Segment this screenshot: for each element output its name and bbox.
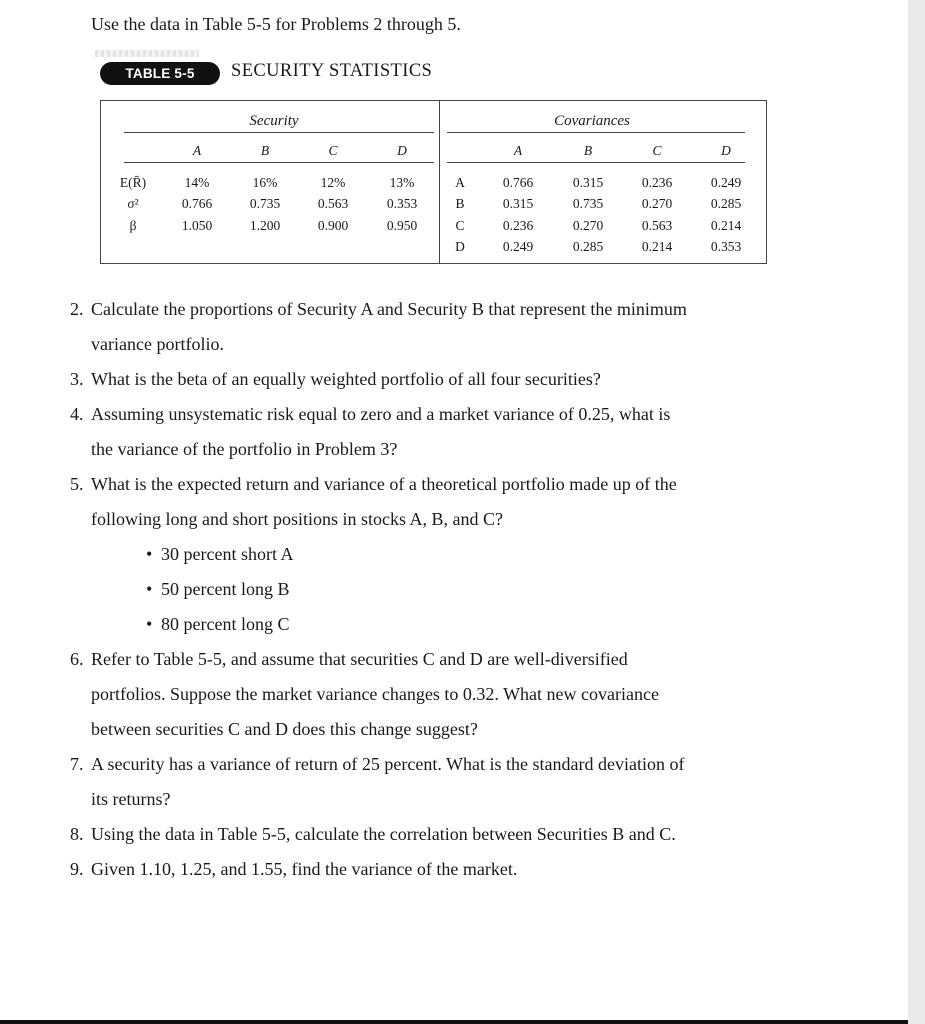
stat-value: 0.950 bbox=[386, 218, 418, 233]
covariance-value: 0.214 bbox=[710, 218, 742, 233]
stat-value: 13% bbox=[389, 175, 415, 190]
problem-item bbox=[70, 362, 790, 397]
problem-text-line: What is the beta of an equally weighted portfolio of all four securities? bbox=[91, 369, 601, 389]
problem-text-line: portfolios. Suppose the market variance changes to 0.32. What new covariance bbox=[91, 684, 659, 704]
table-vertical-divider bbox=[439, 101, 440, 264]
stat-value: 14% bbox=[184, 175, 210, 190]
problem-number: 4. bbox=[70, 404, 84, 424]
problem-text-line: Using the data in Table 5-5, calculate the correlation between Securities B and C. bbox=[91, 824, 676, 844]
stat-value: 1.050 bbox=[181, 218, 213, 233]
stat-row-label: β bbox=[129, 218, 137, 233]
covariance-value: 0.735 bbox=[572, 196, 604, 211]
problem-number: 2. bbox=[70, 299, 84, 319]
covariance-column-header: D bbox=[721, 143, 731, 158]
problem-text-line: variance portfolio. bbox=[91, 334, 224, 354]
covariance-column-header: B bbox=[583, 143, 593, 158]
covariance-column-header: A bbox=[513, 143, 523, 158]
problem-number: 9. bbox=[70, 859, 84, 879]
stat-value: 12% bbox=[320, 175, 346, 190]
problem-item bbox=[70, 817, 790, 852]
problem-list bbox=[70, 292, 790, 887]
right-page-margin bbox=[908, 0, 925, 1024]
stat-value: 0.735 bbox=[249, 196, 281, 211]
covariance-value: 0.353 bbox=[710, 239, 742, 254]
stat-value: 16% bbox=[252, 175, 278, 190]
security-column-header: D bbox=[397, 143, 407, 158]
covariance-group-header: Covariances bbox=[554, 113, 630, 129]
stat-value: 0.766 bbox=[181, 196, 213, 211]
problem-text-line: the variance of the portfolio in Problem 3? bbox=[91, 439, 398, 459]
covariance-value: 0.236 bbox=[641, 175, 673, 190]
position-text: 30 percent short A bbox=[161, 544, 294, 564]
problem-text-line: What is the expected return and variance of a theoretical portfolio made up of the bbox=[91, 474, 677, 494]
covariance-value: 0.285 bbox=[572, 239, 604, 254]
covariance-column-header: C bbox=[652, 143, 662, 158]
position-item bbox=[146, 607, 790, 642]
problem-item bbox=[70, 467, 790, 642]
position-item bbox=[146, 572, 790, 607]
security-header-rule bbox=[124, 132, 434, 133]
covariance-value: 0.270 bbox=[572, 218, 604, 233]
position-list bbox=[91, 537, 790, 642]
covariance-header-rule bbox=[447, 132, 745, 133]
problem-item bbox=[70, 397, 790, 467]
table-title: SECURITY STATISTICS bbox=[231, 61, 433, 81]
problem-text-line: Calculate the proportions of Security A and Security B that represent the minimum bbox=[91, 299, 687, 319]
security-group-header: Security bbox=[249, 113, 299, 129]
bottom-edge-bar bbox=[0, 1020, 908, 1024]
problem-text-line: Refer to Table 5-5, and assume that securities C and D are well-diversified bbox=[91, 649, 628, 669]
problem-text-line: between securities C and D does this change suggest? bbox=[91, 719, 478, 739]
problem-item bbox=[70, 852, 790, 887]
problem-item bbox=[70, 642, 790, 747]
problem-number: 8. bbox=[70, 824, 84, 844]
security-column-header: B bbox=[260, 143, 270, 158]
covariance-value: 0.270 bbox=[641, 196, 673, 211]
covariance-value: 0.249 bbox=[710, 175, 742, 190]
covariance-row-label: B bbox=[455, 196, 465, 211]
covariance-value: 0.249 bbox=[502, 239, 534, 254]
position-item bbox=[146, 537, 790, 572]
bullet-dot-icon: • bbox=[146, 614, 153, 634]
covariance-value: 0.285 bbox=[710, 196, 742, 211]
problem-text-line: following long and short positions in stocks A, B, and C? bbox=[91, 509, 503, 529]
stat-value: 0.900 bbox=[317, 218, 349, 233]
stat-row-label: σ² bbox=[127, 196, 139, 211]
covariance-value: 0.315 bbox=[572, 175, 604, 190]
intro-text: Use the data in Table 5-5 for Problems 2 through 5. bbox=[91, 14, 461, 34]
problem-item bbox=[70, 292, 790, 362]
position-text: 80 percent long C bbox=[161, 614, 290, 634]
problem-number: 6. bbox=[70, 649, 84, 669]
covariance-row-label: C bbox=[455, 218, 465, 233]
problem-number: 5. bbox=[70, 474, 84, 494]
covariance-value: 0.214 bbox=[641, 239, 673, 254]
covariance-columns-rule bbox=[447, 162, 745, 163]
problem-text-line: Given 1.10, 1.25, and 1.55, find the variance of the market. bbox=[91, 859, 518, 879]
problem-number: 7. bbox=[70, 754, 84, 774]
problem-text-line: its returns? bbox=[91, 789, 171, 809]
covariance-value: 0.563 bbox=[641, 218, 673, 233]
security-columns-rule bbox=[124, 162, 434, 163]
problem-item bbox=[70, 747, 790, 817]
decorative-bar bbox=[95, 50, 199, 57]
security-column-header: A bbox=[192, 143, 202, 158]
position-text: 50 percent long B bbox=[161, 579, 290, 599]
covariance-value: 0.315 bbox=[502, 196, 534, 211]
stat-value: 1.200 bbox=[249, 218, 281, 233]
covariance-row-label: A bbox=[455, 175, 465, 190]
problem-text-line: A security has a variance of return of 25 percent. What is the standard deviation of bbox=[91, 754, 685, 774]
table-label-badge: TABLE 5-5 bbox=[100, 62, 220, 85]
problem-text-line: Assuming unsystematic risk equal to zero and a market variance of 0.25, what is bbox=[91, 404, 671, 424]
stat-row-label: E(R̄) bbox=[119, 175, 147, 190]
security-column-header: C bbox=[328, 143, 338, 158]
problem-number: 3. bbox=[70, 369, 84, 389]
covariance-row-label: D bbox=[455, 239, 465, 254]
bullet-dot-icon: • bbox=[146, 579, 153, 599]
covariance-value: 0.236 bbox=[502, 218, 534, 233]
stat-value: 0.563 bbox=[317, 196, 349, 211]
bullet-dot-icon: • bbox=[146, 544, 153, 564]
covariance-value: 0.766 bbox=[502, 175, 534, 190]
stat-value: 0.353 bbox=[386, 196, 418, 211]
